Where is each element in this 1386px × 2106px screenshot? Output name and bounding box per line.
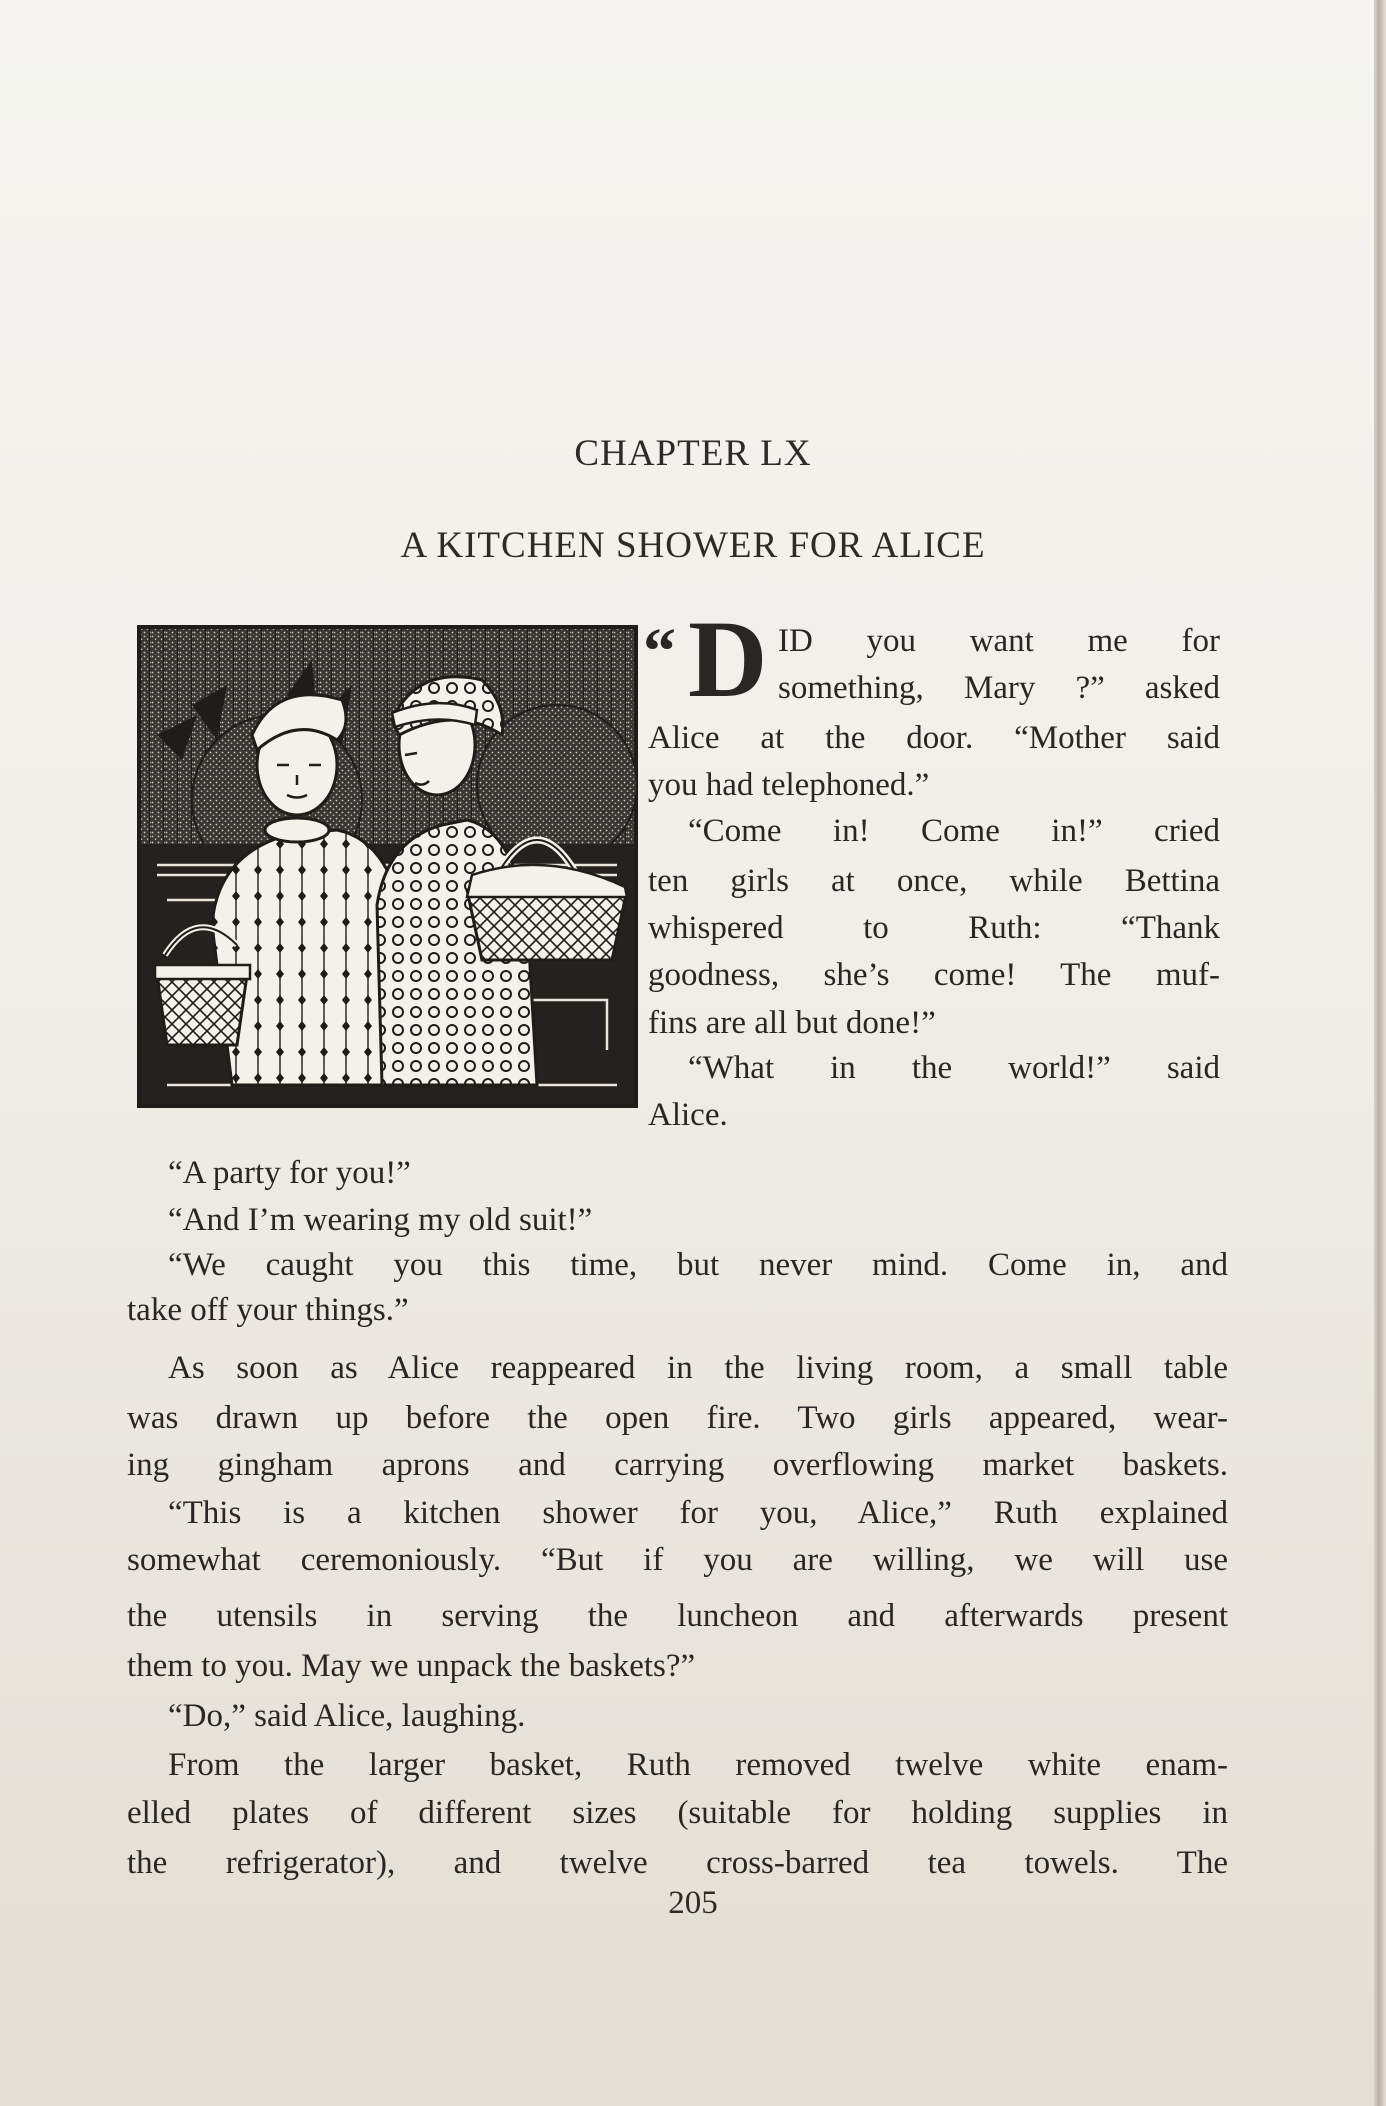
- side-line: “Come in! Come in!” cried: [688, 813, 1220, 849]
- page-number: 205: [668, 1885, 718, 1921]
- side-line: Alice at the door. “Mother said: [648, 720, 1220, 756]
- body-line: elled plates of different sizes (suitable for holding supplies in: [127, 1795, 1228, 1831]
- page-edge: [1374, 0, 1386, 2106]
- side-line: you had telephoned.”: [648, 767, 930, 803]
- side-line: “What in the world!” said: [688, 1050, 1220, 1086]
- side-line: something, Mary ?” asked: [778, 670, 1220, 706]
- side-line: fins are all but done!”: [648, 1005, 936, 1041]
- body-line: ing gingham aprons and carrying overflowing market baskets.: [127, 1447, 1228, 1483]
- drop-cap-quote: “: [643, 615, 676, 688]
- body-line: somewhat ceremoniously. “But if you are willing, we will use: [127, 1542, 1228, 1578]
- body-line: As soon as Alice reappeared in the living room, a small table: [168, 1350, 1228, 1386]
- body-line: From the larger basket, Ruth removed twelve white enam-: [168, 1747, 1228, 1783]
- woodcut-two-women-with-baskets-icon: [137, 625, 638, 1108]
- body-line: was drawn up before the open fire. Two girls appeared, wear-: [127, 1400, 1228, 1436]
- side-line: ten girls at once, while Bettina: [648, 863, 1220, 899]
- drop-cap-letter: D: [688, 598, 768, 720]
- body-line: “And I’m wearing my old suit!”: [168, 1202, 593, 1238]
- body-line: them to you. May we unpack the baskets?”: [127, 1648, 696, 1684]
- body-line: “This is a kitchen shower for you, Alice,” Ruth explained: [168, 1495, 1228, 1531]
- chapter-title: A KITCHEN SHOWER FOR ALICE: [400, 525, 986, 566]
- body-line: “A party for you!”: [168, 1155, 411, 1191]
- side-line: whispered to Ruth: “Thank: [648, 910, 1220, 946]
- body-line: “Do,” said Alice, laughing.: [168, 1698, 526, 1734]
- body-line: “We caught you this time, but never mind. Come in, and: [168, 1247, 1228, 1283]
- body-line: the utensils in serving the luncheon and afterwards present: [127, 1598, 1228, 1634]
- body-line: the refrigerator), and twelve cross-barred tea towels. The: [127, 1845, 1228, 1881]
- side-line: goodness, she’s come! The muf-: [648, 957, 1220, 993]
- chapter-number: CHAPTER LX: [574, 433, 812, 474]
- side-line: Alice.: [648, 1097, 728, 1133]
- body-line: take off your things.”: [127, 1292, 409, 1328]
- side-line: ID you want me for: [778, 623, 1220, 659]
